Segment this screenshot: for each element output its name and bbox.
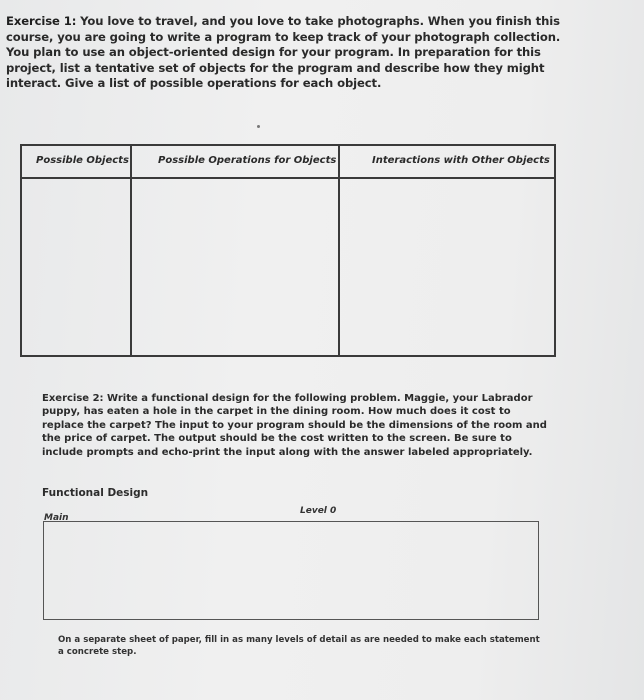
exercise-2-text: Write a functional design for the following problem. Maggie, your Labrador puppy, has eaten a hole in the carpet in the dining room. How much does it cost to replace the carpet? The input to your program should be the dimensions of the room and the price of carpet. The output should be the cost written to the screen. Be sure to include prompts and echo-print the input along with the answer labeled appropriately.: [42, 393, 547, 458]
header-possible-objects: Possible Objects: [36, 155, 129, 166]
header-possible-operations: Possible Operations for Objects: [158, 155, 337, 166]
exercise-1-label: Exercise 1:: [6, 14, 77, 28]
functional-design-heading: Functional Design: [42, 487, 149, 499]
column-divider: [338, 146, 340, 355]
header-interactions: Interactions with Other Objects: [372, 155, 550, 166]
level-label: Level 0: [300, 506, 337, 516]
instruction-note: On a separate sheet of paper, fill in as many levels of detail as are needed to make each statement a concrete step.: [58, 635, 540, 657]
main-module-answer-box[interactable]: [43, 521, 539, 620]
exercise-2-label: Exercise 2:: [42, 393, 104, 404]
main-label: Main: [44, 513, 69, 523]
column-divider: [130, 146, 132, 355]
objects-table: [20, 144, 556, 357]
speck-mark: [257, 125, 260, 128]
exercise-1-paragraph: [6, 14, 566, 92]
exercise-2-paragraph: [42, 392, 550, 459]
exercise-1-text: You love to travel, and you love to take photographs. When you finish this course, you are going to write a program to keep track of your photograph collection. You plan to use an object-oriented design for your program. In preparation for this project, list a tentative set of objects for the program and describe how they might interact. Give a list of possible operations for each object.: [6, 14, 561, 90]
